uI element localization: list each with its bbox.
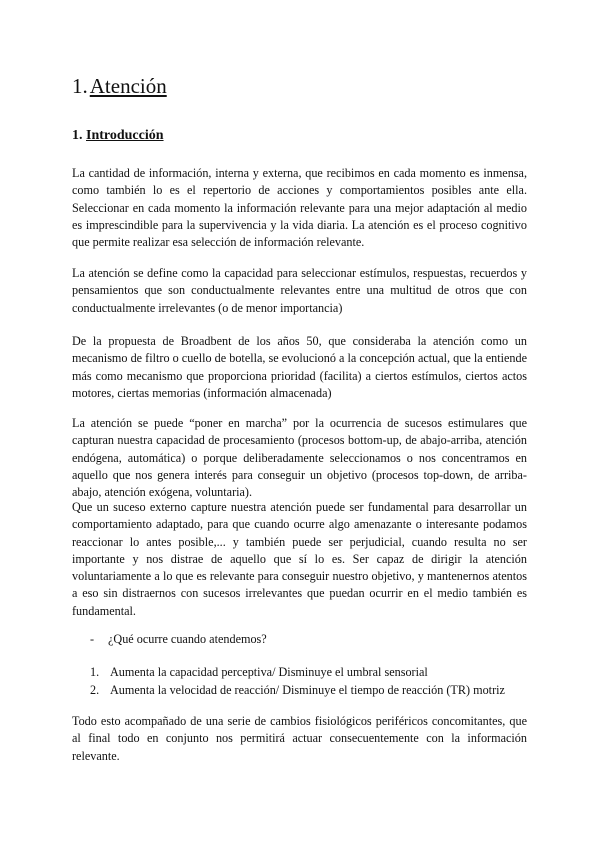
section-title: Introducción xyxy=(86,128,164,143)
title-number: 1. xyxy=(72,74,88,98)
paragraph-3: De la propuesta de Broadbent de los años 50, que consideraba la atención como un mecanismo de filtro o cuello de botella, se evolucionó a la concepción actual, que la entiende más como mecanismo que proporciona prioridad (facilita) a ciertos estímulos, ciertos actos motores, ciertas memorias (información almacenada) xyxy=(72,334,527,400)
document-title xyxy=(72,73,167,99)
list-item-text: Aumenta la velocidad de reacción/ Disminuye el tiempo de reacción (TR) motriz xyxy=(110,682,505,697)
paragraph-5: Que un suceso externo capture nuestra atención puede ser fundamental para desarrollar un comportamiento adaptado, para que cuando ocurre algo amenazante o interesante podamos reaccionar lo antes posible,... y también puede ser perjudicial, cuando resulta no ser importante y nos distrae de aquello que sí lo es. Ser capaz de dirigir la atención voluntariamente a lo que es relevante para conseguir nuestro objetivo, y mantenernos atentos a eso sin distraernos con sucesos irrelevantes que puedan ocurrir en el medio también es fundamental. xyxy=(72,500,527,618)
ordered-list xyxy=(90,664,505,699)
section-heading xyxy=(72,127,164,145)
paragraph-4: La atención se puede “poner en marcha” por la ocurrencia de sucesos estimulares que capturan nuestra capacidad de procesamiento (procesos bottom-up, de abajo-arriba, atención endógena, automática) o porque deliberadamente seleccionamos o nos concentramos en aquello que nos genera interés para conseguir un objetivo (procesos top-down, de arriba-abajo, atención exógena, voluntaria). xyxy=(72,416,527,500)
bullet-text: ¿Qué ocurre cuando atendemos? xyxy=(108,632,267,646)
list-item-number: 1. xyxy=(90,665,100,679)
title-text: Atención xyxy=(89,74,167,98)
list-item xyxy=(90,682,505,700)
paragraph-2: La atención se define como la capacidad para seleccionar estímulos, respuestas, recuerdos y pensamientos que son conductualmente relevantes entre una multitud de otros que con conductualmente irrelevantes (o de menor importancia) xyxy=(72,266,527,315)
section-number: 1. xyxy=(72,128,83,143)
paragraph-6: Todo esto acompañado de una serie de cambios fisiológicos periféricos concomitantes, que al final todo en conjunto nos permitirá actuar consecuentemente con la información relevante. xyxy=(72,714,527,763)
list-item-number: 2. xyxy=(90,682,100,697)
list-item xyxy=(90,664,505,682)
paragraph-1: La cantidad de información, interna y externa, que recibimos en cada momento es inmensa, como también lo es el repertorio de acciones y comportamientos posibles ante ella. Seleccionar en cada momento la información relevante para una mejor adaptación al medio es imprescindible para la supervivencia y la vida diaria. La atención es el proceso cognitivo que permite realizar esa selección de información relevante. xyxy=(72,166,527,250)
list-item-text: Aumenta la capacidad perceptiva/ Disminuye el umbral sensorial xyxy=(110,665,428,679)
bullet-item xyxy=(90,631,267,648)
bullet-mark: - xyxy=(90,632,95,646)
